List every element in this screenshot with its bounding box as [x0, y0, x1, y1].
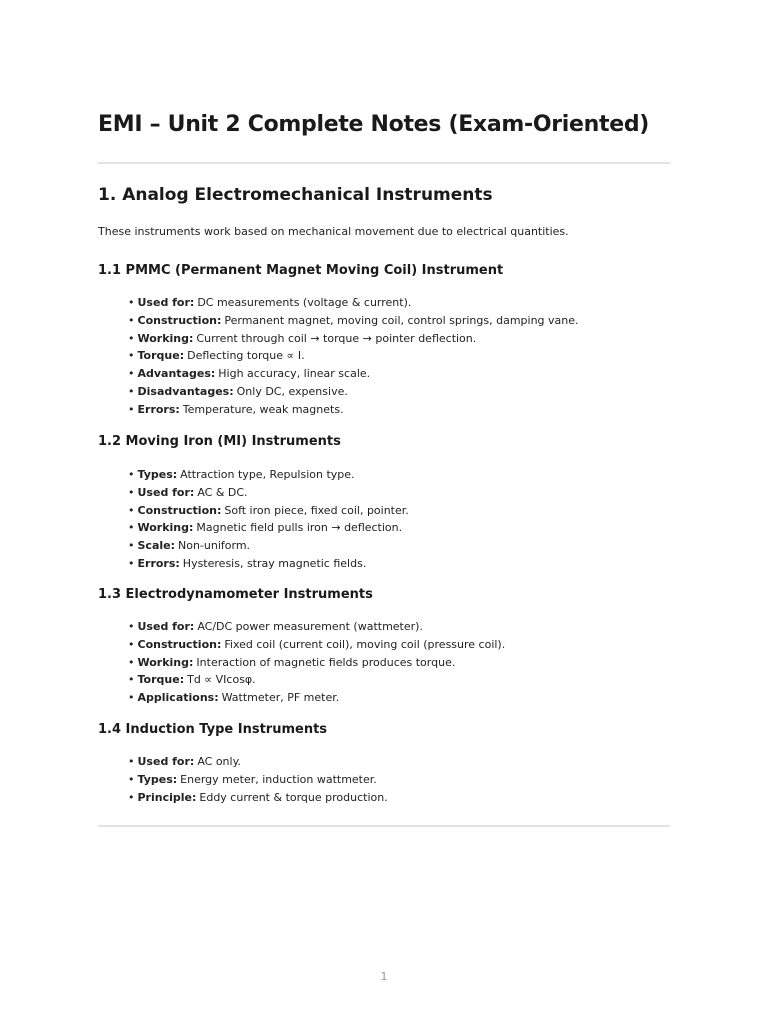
list-item: • Torque: Deflecting torque ∝ I.: [128, 349, 305, 363]
item-term: Used for:: [137, 296, 195, 309]
subsection-title: 1.3 Electrodynamometer Instruments: [98, 587, 373, 602]
subsection-induction: [98, 722, 670, 804]
item-term: Advantages:: [137, 367, 216, 381]
bullet-list: [98, 294, 579, 419]
item-text: Td ∝ VIcosφ.: [187, 673, 256, 687]
item-term: Types:: [137, 772, 178, 786]
item-text: Temperature, weak magnets.: [182, 402, 344, 416]
list-item: • Principle: Eddy current & torque production.: [128, 790, 388, 804]
item-term: Scale:: [137, 539, 175, 553]
document-title: EMI – Unit 2 Complete Notes (Exam-Oriented): [98, 112, 650, 137]
item-text: Soft iron piece, fixed coil, pointer.: [224, 503, 409, 517]
list-item: • Construction: Soft iron piece, fixed coil, pointer.: [128, 503, 409, 517]
item-term: Construction:: [137, 503, 222, 517]
list-item: • Applications: Wattmeter, PF meter.: [128, 691, 340, 705]
list-item: • Used for: AC & DC.: [128, 485, 248, 499]
item-text: Permanent magnet, moving coil, control springs, damping vane.: [224, 313, 579, 327]
item-text: Wattmeter, PF meter.: [221, 691, 340, 705]
item-text: Interaction of magnetic fields produces torque.: [196, 655, 456, 669]
item-term: Principle:: [137, 790, 197, 804]
item-term: Torque:: [137, 349, 185, 363]
list-item: • Types: Energy meter, induction wattmeter.: [128, 772, 377, 786]
item-term: Working:: [137, 331, 194, 345]
item-term: Types:: [137, 468, 178, 481]
list-item: • Errors: Hysteresis, stray magnetic fields.: [128, 556, 367, 570]
subsection-pmmc: [98, 263, 670, 416]
subsection-moving-iron: [98, 434, 670, 570]
item-text: AC only.: [197, 755, 242, 768]
item-text: AC & DC.: [197, 485, 248, 499]
item-text: Current through coil → torque → pointer deflection.: [196, 331, 477, 345]
item-text: Attraction type, Repulsion type.: [180, 468, 355, 481]
subsection-electrodynamometer: [98, 587, 670, 705]
item-text: Non-uniform.: [178, 539, 251, 553]
list-item: • Scale: Non-uniform.: [128, 539, 251, 553]
item-term: Construction:: [137, 313, 222, 327]
item-term: Used for:: [137, 485, 195, 499]
section-title: 1. Analog Electromechanical Instruments: [98, 185, 493, 205]
list-item: • Construction: Permanent magnet, moving coil, control springs, damping vane.: [128, 313, 579, 327]
item-text: DC measurements (voltage & current).: [197, 296, 412, 309]
list-item: • Working: Current through coil → torque → pointer deflection.: [128, 331, 477, 345]
item-term: Torque:: [137, 673, 185, 687]
item-text: AC/DC power measurement (wattmeter).: [197, 620, 423, 633]
list-item: • Working: Interaction of magnetic fields produces torque.: [128, 655, 456, 669]
item-term: Used for:: [137, 755, 195, 768]
list-item: • Errors: Temperature, weak magnets.: [128, 402, 344, 416]
list-item: • Advantages: High accuracy, linear scale.: [128, 367, 371, 381]
item-text: Deflecting torque ∝ I.: [187, 349, 305, 363]
section-intro: These instruments work based on mechanical movement due to electrical quantities.: [98, 225, 569, 238]
item-term: Working:: [137, 521, 194, 535]
page-number: 1: [380, 970, 388, 983]
item-text: Magnetic field pulls iron → deflection.: [196, 521, 403, 535]
list-item: • Used for: AC only.: [128, 755, 242, 768]
item-term: Working:: [137, 655, 194, 669]
list-item: • Working: Magnetic field pulls iron → deflection.: [128, 521, 403, 535]
item-text: Eddy current & torque production.: [199, 790, 388, 804]
list-item: • Types: Attraction type, Repulsion type.: [128, 468, 355, 481]
item-term: Applications:: [137, 691, 219, 705]
item-term: Disadvantages:: [137, 384, 234, 398]
item-text: Only DC, expensive.: [236, 384, 348, 398]
subsection-title: 1.1 PMMC (Permanent Magnet Moving Coil) Instrument: [98, 263, 504, 278]
item-text: Fixed coil (current coil), moving coil (pressure coil).: [224, 637, 506, 651]
item-term: Construction:: [137, 637, 222, 651]
list-item: • Used for: DC measurements (voltage & current).: [128, 296, 412, 309]
bullet-list: [98, 618, 505, 707]
subsection-title: 1.2 Moving Iron (MI) Instruments: [98, 434, 341, 449]
list-item: • Disadvantages: Only DC, expensive.: [128, 384, 348, 398]
list-item: • Construction: Fixed coil (current coil), moving coil (pressure coil).: [128, 637, 506, 651]
item-text: High accuracy, linear scale.: [218, 367, 371, 381]
bullet-list: [98, 753, 388, 806]
section-end-divider: [98, 825, 670, 827]
item-term: Errors:: [137, 556, 180, 570]
item-text: Hysteresis, stray magnetic fields.: [182, 556, 367, 570]
list-item: • Torque: Td ∝ VIcosφ.: [128, 673, 256, 687]
item-term: Used for:: [137, 620, 195, 633]
item-text: Energy meter, induction wattmeter.: [180, 772, 377, 786]
title-divider: [98, 162, 670, 164]
bullet-list: [98, 466, 409, 573]
item-term: Errors:: [137, 402, 180, 416]
subsection-title: 1.4 Induction Type Instruments: [98, 722, 328, 737]
list-item: • Used for: AC/DC power measurement (wattmeter).: [128, 620, 423, 633]
